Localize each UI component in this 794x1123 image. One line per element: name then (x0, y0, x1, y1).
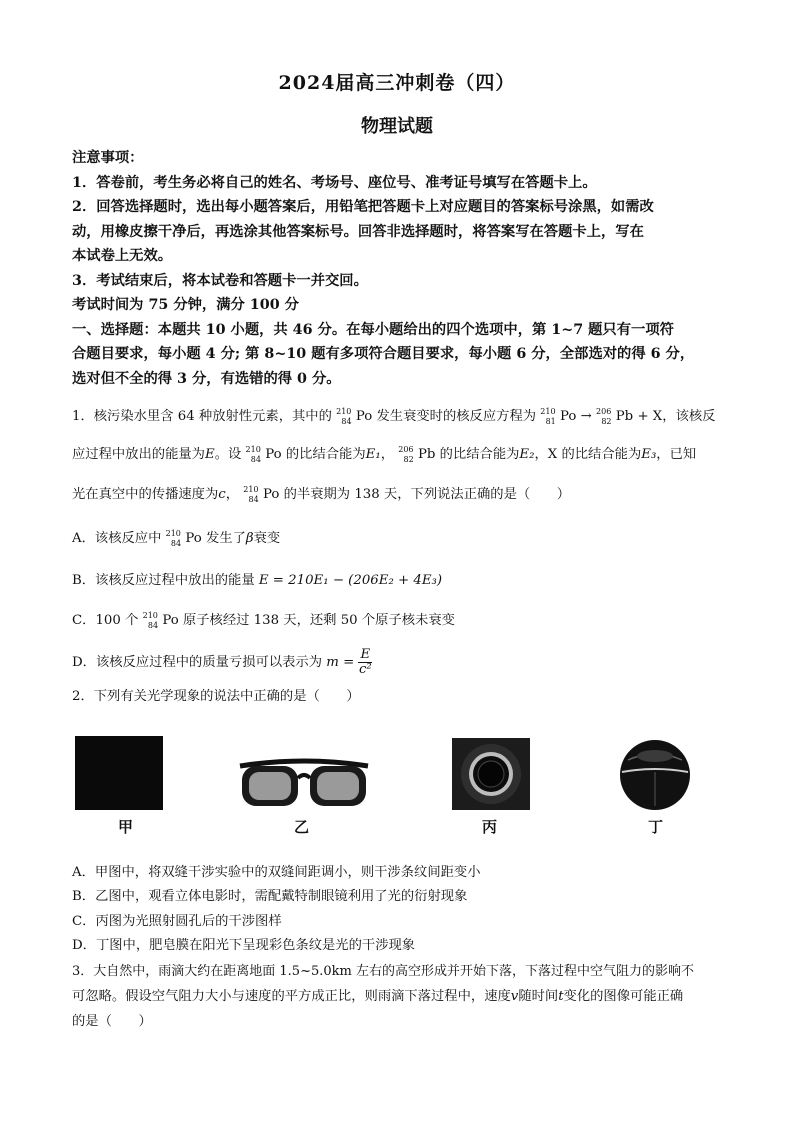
exam-subtitle: 物理试题 (361, 116, 433, 137)
po-nuclide: $^{210}_{84}$ Po (165, 529, 202, 548)
q3-line-1: 3．大自然中，雨滴大约在距离地面 1.5~5.0km 左右的高空形成并开始下落，下落过程中空气阻力的影响不 (72, 964, 694, 979)
q1-line-1: 1．核污染水里含 64 种放射性元素，其中的 $^{210}_{84}$ Po 发生衰变时的核反应方程为 $^{210}_{81}$ Po → $^{206}_{82}$ Pb + X，该核反 (72, 402, 726, 433)
notice-item: 动，用橡皮擦干净后，再选涂其他答案标号。回答非选择题时，将答案写在答题卡上，写在 (72, 223, 644, 240)
q2-option-c: C．丙图为光照射圆孔后的干涉图样 (72, 914, 282, 929)
q1-option-b: B．该核反应过程中放出的能量 E = 210E₁ − (206E₂ + 4E₃) (72, 573, 443, 588)
po-nuclide: $^{210}_{84}$ Po (142, 611, 179, 630)
q3-line-2: 可忽略。假设空气阻力大小与速度的平方成正比，则雨滴下落过程中，速度v随时间t变化的图像可能正确 (72, 989, 684, 1004)
notice-heading: 注意事项： (72, 150, 144, 166)
q1-option-a: A．该核反应中 $^{210}_{84}$ Po 发生了β衰变 (72, 524, 726, 555)
figure-jia (75, 736, 165, 810)
caption-jia: 甲 (118, 818, 134, 836)
pb-nuclide: $^{206}_{82}$ Pb (596, 407, 634, 426)
exam-time: 考试时间为 75 分钟，满分 100 分 (72, 297, 299, 313)
q2-option-b: B．乙图中，观看立体电影时，需配戴特制眼镜利用了光的衍射现象 (72, 889, 468, 904)
po-nuclide-reactant: $^{210}_{81}$ Po (540, 407, 577, 426)
q2-option-d: D．丁图中，肥皂膜在阳光下呈现彩色条纹是光的干涉现象 (72, 938, 416, 953)
q1-line-3: 光在真空中的传播速度为c， $^{210}_{84}$ Po 的半衰期为 138 天，下列说法正确的是（ ） (72, 480, 726, 511)
q1-option-c: C．100 个 $^{210}_{84}$ Po 原子核经过 138 天，还剩 50 个原子核未衰变 (72, 606, 726, 637)
exam-title: 2024届高三冲刺卷（四） (278, 72, 516, 94)
q2-stem: 2．下列有关光学现象的说法中正确的是（ ） (72, 689, 360, 704)
section-instruction: 选对但不全的得 3 分，有选错的得 0 分。 (72, 370, 341, 387)
caption-ding: 丁 (648, 818, 664, 836)
notice-block (72, 146, 726, 391)
notice-item: 1．答卷前，考生务必将自己的姓名、考场号、座位号、准考证号填写在答题卡上。 (72, 174, 597, 191)
q2-option-a: A．甲图中，将双缝干涉实验中的双缝间距调小，则干涉条纹间距变小 (72, 865, 481, 880)
po-nuclide: $^{210}_{84}$ Po (336, 407, 373, 426)
po-nuclide: $^{210}_{84}$ Po (243, 485, 280, 504)
pb-nuclide: $^{206}_{82}$ Pb (398, 445, 436, 464)
q3-line-3: 的是（ ） (72, 1014, 152, 1029)
caption-bing: 丙 (482, 818, 498, 836)
section-instruction: 合题目要求，每小题 4 分; 第 8~10 题有多项符合题目要求，每小题 6 分，全部选对的得 6 分， (72, 346, 695, 362)
q1-option-d: D．该核反应过程中的质量亏损可以表示为 m = $\frac{E}{\text{c²}}$ (72, 647, 372, 677)
figure-bing-circular-aperture (452, 738, 530, 810)
section-instruction: 一、选择题：本题共 10 小题，共 46 分。在每小题给出的四个选项中，第 1~7 题只有一项符 (72, 321, 674, 338)
po-nuclide: $^{210}_{84}$ Po (245, 445, 282, 464)
q1-line-2: 应过程中放出的能量为E。设 $^{210}_{84}$ Po 的比结合能为E₁， $^{206}_{82}$ Pb 的比结合能为E₂，X 的比结合能为E₃，已知 (72, 440, 726, 471)
caption-yi: 乙 (294, 818, 310, 836)
figure-ding-soap-film (618, 738, 692, 812)
figure-yi-glasses (236, 756, 372, 812)
notice-item: 2．回答选择题时，选出每小题答案后，用铅笔把答题卡上对应题目的答案标号涂黑，如需改 (72, 199, 654, 215)
fraction: $\frac{E}{\text{c²}}$ (358, 647, 372, 677)
notice-item: 本试卷上无效。 (72, 248, 173, 264)
notice-item: 3．考试结束后，将本试卷和答题卡一并交回。 (72, 272, 368, 289)
